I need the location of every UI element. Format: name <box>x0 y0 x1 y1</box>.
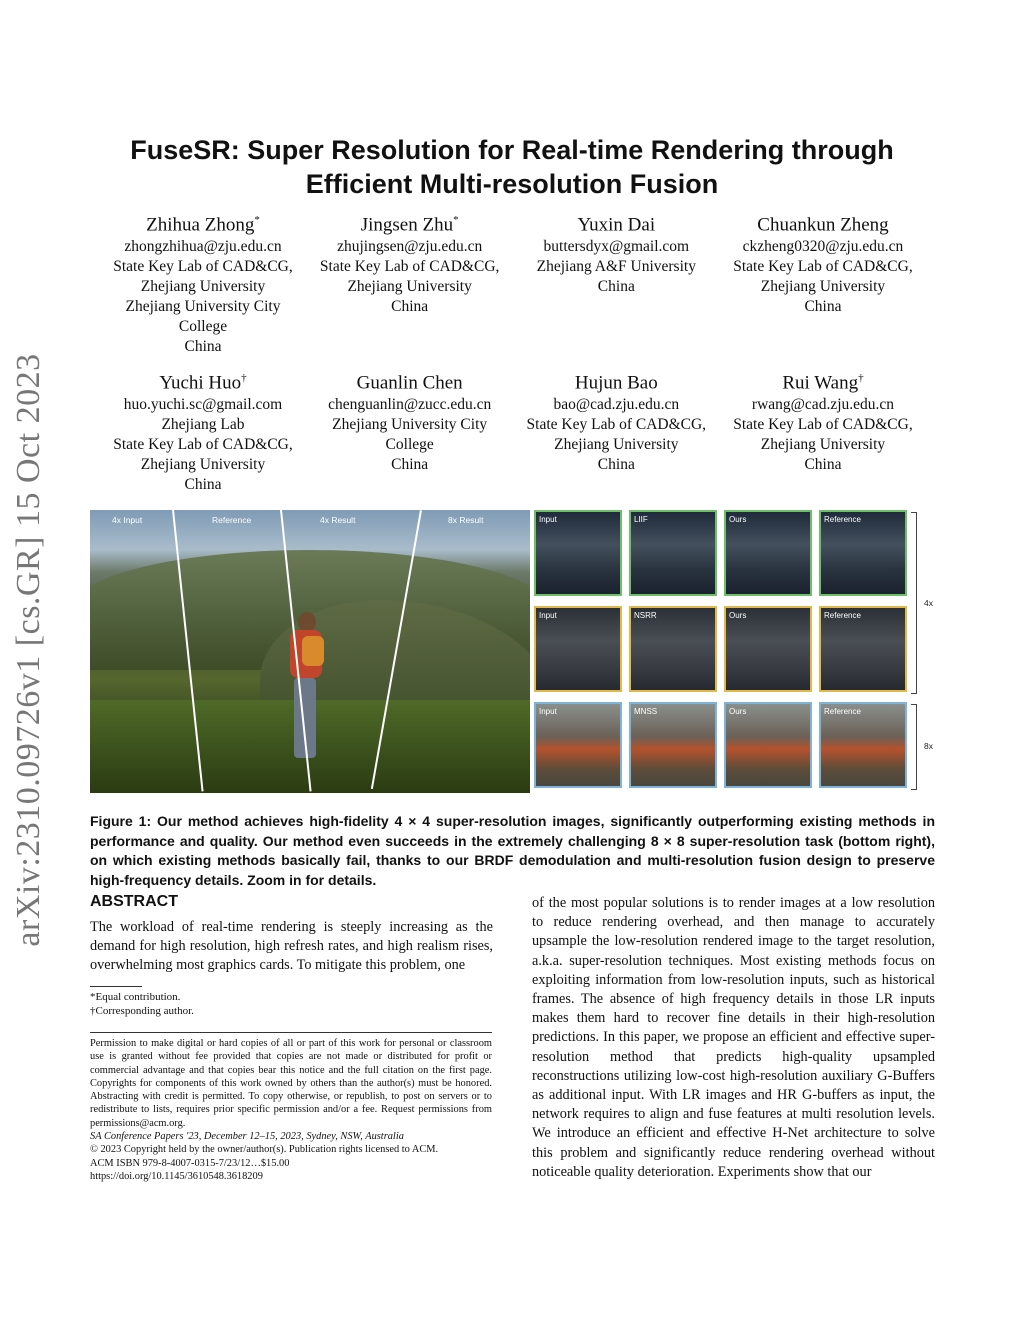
author-country: China <box>184 338 222 356</box>
author-mark: * <box>254 214 260 226</box>
footnote-corresponding: †Corresponding author. <box>90 1005 194 1017</box>
author-affiliation: Zhejiang Lab <box>161 416 245 434</box>
comparison-tile: Reference <box>819 702 907 788</box>
venue-line: SA Conference Papers '23, December 12–15, 2023, Sydney, NSW, Australia <box>90 1131 404 1143</box>
author-name: Chuankun Zheng <box>757 214 889 236</box>
comparison-tile: NSRR <box>629 606 717 692</box>
author-affiliation: Zhejiang University <box>554 436 679 454</box>
author-mark: * <box>453 214 459 226</box>
author-name: Guanlin Chen <box>356 372 463 394</box>
footnote-rule <box>90 986 142 987</box>
author-name: Rui Wang <box>782 372 859 394</box>
doi-link[interactable]: https://doi.org/10.1145/3610548.3618209 <box>90 1170 263 1182</box>
scale-bracket <box>911 512 917 694</box>
author-block <box>513 366 719 495</box>
copyright-line: © 2023 Copyright held by the owner/author(s). Publication rights licensed to ACM. <box>90 1144 439 1156</box>
scale-label-4x: 4x <box>924 598 933 608</box>
author-country: China <box>184 476 222 494</box>
author-email[interactable]: rwang@cad.zju.edu.cn <box>751 396 895 414</box>
scale-label-8x: 8x <box>924 741 933 751</box>
author-email[interactable]: chenguanlin@zucc.edu.cn <box>328 396 492 414</box>
author-name: Hujun Bao <box>574 372 658 394</box>
author-block <box>513 208 719 357</box>
author-block <box>307 208 513 357</box>
author-country: China <box>597 456 635 474</box>
main-label: 4x Result <box>320 515 356 525</box>
comparison-tile: Ours <box>724 606 812 692</box>
author-email[interactable]: zhujingsen@zju.edu.cn <box>337 238 483 256</box>
author-email[interactable]: buttersdyx@gmail.com <box>543 238 690 256</box>
author-affiliation: College <box>178 318 228 336</box>
author-row-2 <box>100 366 926 495</box>
author-name: Yuxin Dai <box>577 214 656 236</box>
author-block <box>720 208 926 357</box>
author-affiliation: State Key Lab of CAD&CG, <box>113 258 293 276</box>
author-affiliation: State Key Lab of CAD&CG, <box>733 258 913 276</box>
author-country: China <box>597 278 635 296</box>
comparison-tile: Reference <box>819 606 907 692</box>
author-name: Jingsen Zhu <box>360 214 454 236</box>
scale-bracket <box>911 704 917 790</box>
author-affiliation: Zhejiang University <box>760 278 886 296</box>
author-block <box>720 366 926 495</box>
comparison-tile: Ours <box>724 702 812 788</box>
author-affiliation: Zhejiang University <box>760 436 886 454</box>
main-label: Reference <box>212 515 252 525</box>
comparison-tile: MNSS <box>629 702 717 788</box>
comparison-tile: LIIF <box>629 510 717 596</box>
author-affiliation: Zhejiang University City <box>332 416 488 434</box>
comparison-tile: Ours <box>724 510 812 596</box>
author-affiliation: Zhejiang University <box>140 456 266 474</box>
author-affiliation: Zhejiang A&F University <box>536 258 696 276</box>
permission-block <box>90 1037 492 1183</box>
author-affiliation: State Key Lab of CAD&CG, <box>113 436 293 454</box>
author-affiliation: College <box>385 436 434 454</box>
author-country: China <box>804 456 842 474</box>
author-affiliation: State Key Lab of CAD&CG, <box>526 416 707 434</box>
author-affiliation: Zhejiang University City <box>125 298 281 316</box>
main-label: 8x Result <box>448 515 484 525</box>
teaser-figure <box>90 510 935 795</box>
author-email[interactable]: huo.yuchi.sc@gmail.com <box>123 396 283 414</box>
arxiv-stamp: arXiv:2310.09726v1 [cs.GR] 15 Oct 2023 <box>10 353 47 947</box>
comparison-tile: Input <box>534 510 622 596</box>
paper-title <box>90 133 934 201</box>
author-block <box>100 208 306 357</box>
author-country: China <box>391 456 429 474</box>
author-name: Zhihua Zhong <box>146 214 255 236</box>
main-comparison-image <box>90 510 530 793</box>
author-affiliation: State Key Lab of CAD&CG, <box>733 416 913 434</box>
isbn-line: ACM ISBN 979-8-4007-0315-7/23/12…$15.00 <box>90 1157 290 1169</box>
author-email[interactable]: ckzheng0320@zju.edu.cn <box>742 238 904 256</box>
title-line-1: FuseSR: Super Resolution for Real-time Rendering through <box>130 135 894 165</box>
author-block <box>100 366 306 495</box>
author-mark: † <box>241 372 247 384</box>
author-name: Yuchi Huo <box>159 372 242 394</box>
abstract-left-text: The workload of real-time rendering is steeply increasing as the demand for high resolution, high refresh rates, and high realism rises, overwhelming most graphics cards. To mitigate this problem, one <box>90 919 493 974</box>
comparison-tile: Input <box>534 606 622 692</box>
author-email[interactable]: bao@cad.zju.edu.cn <box>553 396 680 414</box>
author-affiliation: Zhejiang University <box>347 278 472 296</box>
author-email[interactable]: zhongzhihua@zju.edu.cn <box>124 238 282 256</box>
abstract-heading: ABSTRACT <box>90 893 178 910</box>
author-affiliation: State Key Lab of CAD&CG, <box>319 258 500 276</box>
permission-rule <box>90 1032 492 1033</box>
author-row-1 <box>100 208 926 357</box>
author-country: China <box>391 298 429 316</box>
author-mark: † <box>858 372 864 384</box>
main-label: 4x Input <box>112 515 143 525</box>
author-country: China <box>804 298 842 316</box>
permission-text: Permission to make digital or hard copies of all or part of this work for personal or classroom use is granted without fee provided that copies are not made or distributed for profit or commercial advantage and that copies bear this notice and the full citation on the first page. Copyrights for components of this work owned by others than the author(s) must be honored. Abstracting with credit is permitted. To copy otherwise, or republish, to post on servers or to redistribute to lists, requires prior specific permission and/or a fee. Request permissions from permissions@acm.org. <box>90 1038 492 1129</box>
abstract-right-text: of the most popular solutions is to render images at a low resolution to reduce rendering overhead, and then manage to accurately upsample the low-resolution rendered image to the target resolution, a.k.a. super-resolution techniques. Most existing methods focus on exploiting information from low-resolution inputs, such as historical frames. The absence of high frequency details in those LR inputs makes them hard to recover fine details in their high-resolution predictions. In this paper, we propose an efficient and effective super-resolution method that predicts high-quality upsampled reconstructions utilizing low-cost high-resolution auxiliary G-Buffers as additional input. With LR images and HR G-buffers as input, the network requires to align and fuse features at multi resolution levels. We introduce an efficient and effective H-Net architecture to solve this problem and significantly reduce rendering overhead without noticeable quality deterioration. Experiments show that our <box>532 895 935 1180</box>
figure-caption: Figure 1: Our method achieves high-fidelity 4 × 4 super-resolution images, significantly outperforming existing methods in performance and quality. Our method even succeeds in the extremely challenging 8 × 8 super-resolution task (bottom right), on which existing methods basically fail, thanks to our BRDF demodulation and multi-resolution fusion design to preserve high-frequency details. Zoom in for details. <box>90 813 935 888</box>
title-line-2: Efficient Multi-resolution Fusion <box>305 169 719 199</box>
author-affiliation: Zhejiang University <box>140 278 266 296</box>
comparison-tile: Reference <box>819 510 907 596</box>
comparison-tile: Input <box>534 702 622 788</box>
author-block <box>307 366 513 495</box>
footnote-equal: *Equal contribution. <box>90 991 181 1003</box>
